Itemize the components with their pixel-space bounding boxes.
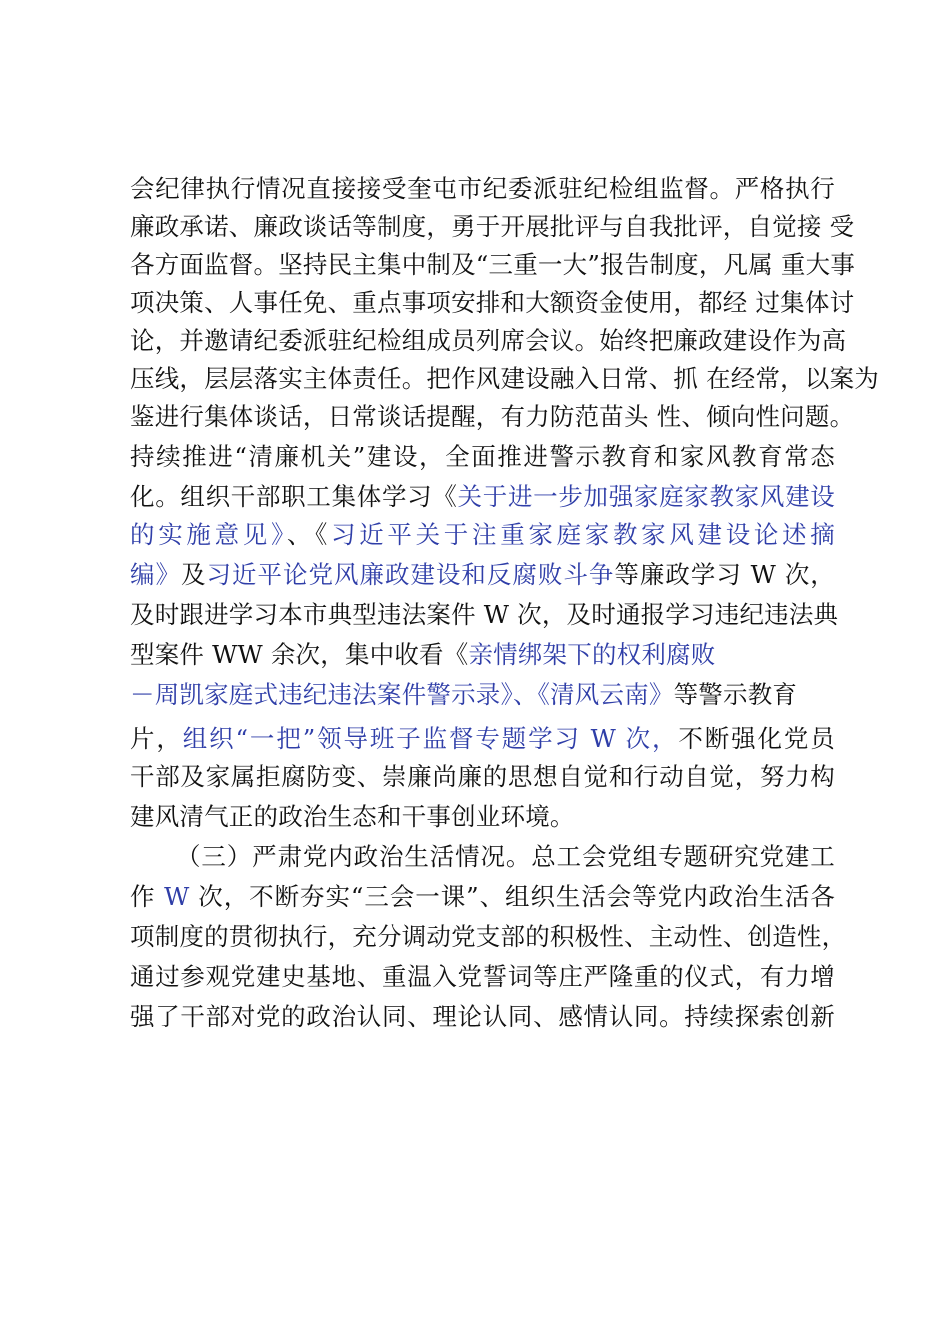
text-line-11	[130, 558, 835, 592]
text-line-5	[130, 324, 847, 358]
text-line-19	[130, 880, 835, 914]
document-title-link: 编》	[130, 560, 181, 589]
line-text: 片，	[130, 724, 183, 753]
line-text: 等警示教育	[673, 680, 798, 709]
text-line-22	[130, 1000, 835, 1034]
text-line-16	[130, 760, 835, 794]
text-line-15	[130, 722, 835, 756]
line-text: 各方面监督。坚持民主集中制及“三重一大”报告制度，凡属 重大事	[130, 250, 856, 279]
line-text: （三）严肃党内政治生活情况。总工会党组专题研究党建工	[176, 842, 835, 871]
highlighted-text: W	[164, 882, 190, 911]
line-text: 压线，层层落实主体责任。把作风建设融入日常、抓 在经常，以案为	[130, 364, 879, 393]
line-text: 持续推进“清廉机关”建设，全面推进警示教育和家风教育常态	[130, 442, 835, 471]
line-text: 及	[181, 560, 207, 589]
line-text: 化。组织干部职工集体学习《	[130, 482, 458, 511]
text-line-3	[130, 248, 856, 282]
line-text: 会纪律执行情况直接接受奎屯市纪委派驻纪检组监督。严格执行	[130, 174, 835, 203]
line-text: 建风清气正的政治生态和干事创业环境。	[130, 802, 575, 831]
text-line-13	[130, 638, 835, 672]
text-line-21	[130, 960, 835, 994]
document-title-link: 习近平关于注重家庭家教家风建设论述摘	[331, 520, 835, 549]
text-line-9	[130, 480, 835, 514]
text-line-4	[130, 286, 855, 320]
document-title-link: －周凯家庭式违纪违法案件警示录》、《清风云南》	[130, 680, 674, 709]
text-line-10	[130, 518, 835, 552]
line-text: 干部及家属拒腐防变、崇廉尚廉的思想自觉和行动自觉，努力构	[130, 762, 835, 791]
line-text: 型案件 WW 余次，集中收看《	[130, 640, 469, 669]
document-title-link: 习近平论党风廉政建设和反腐败斗争	[206, 560, 615, 589]
line-text: 通过参观党建史基地、重温入党誓词等庄严隆重的仪式，有力增	[130, 962, 835, 991]
line-text: 及时跟进学习本市典型违法案件 W 次，及时通报学习违纪违法典	[130, 600, 839, 629]
text-line-17	[130, 800, 835, 834]
highlighted-text: 组织“一把”领导班子监督专题学习 W 次，	[182, 724, 679, 753]
text-line-20	[130, 920, 847, 954]
text-line-14	[130, 678, 835, 712]
line-text: 论，并邀请纪委派驻纪检组成员列席会议。始终把廉政建设作为高	[130, 326, 847, 355]
text-line-1	[130, 172, 835, 206]
line-text: 强了干部对党的政治认同、理论认同、感情认同。持续探索创新	[130, 1002, 835, 1031]
line-text: 廉政承诺、廉政谈话等制度，勇于开展批评与自我批评，自觉接 受	[130, 212, 855, 241]
text-line-7	[130, 400, 855, 434]
line-text: 作	[130, 882, 165, 911]
line-text: 、《	[286, 520, 332, 549]
line-text: 项决策、人事任免、重点事项安排和大额资金使用，都经 过集体讨	[130, 288, 855, 317]
text-line-12	[130, 598, 839, 632]
line-text: 项制度的贯彻执行，充分调动党支部的积极性、主动性、创造性，	[130, 922, 847, 951]
line-text: 等廉政学习 W 次，	[614, 560, 836, 589]
line-text: 次，不断夯实“三会一课”、组织生活会等党内政治生活各	[189, 882, 835, 911]
document-title-link: 的实施意见》	[130, 520, 287, 549]
document-title-link: 关于进一步加强家庭家教家风建设	[457, 482, 835, 511]
text-line-2	[130, 210, 855, 244]
text-line-8	[130, 440, 835, 474]
line-text: 鉴进行集体谈话，日常谈话提醒，有力防范苗头 性、倾向性问题。	[130, 402, 855, 431]
document-title-link: 亲情绑架下的权利腐败	[468, 640, 716, 669]
text-line-18	[130, 840, 835, 874]
line-text: 不断强化党员	[678, 724, 835, 753]
text-line-6	[130, 362, 879, 396]
